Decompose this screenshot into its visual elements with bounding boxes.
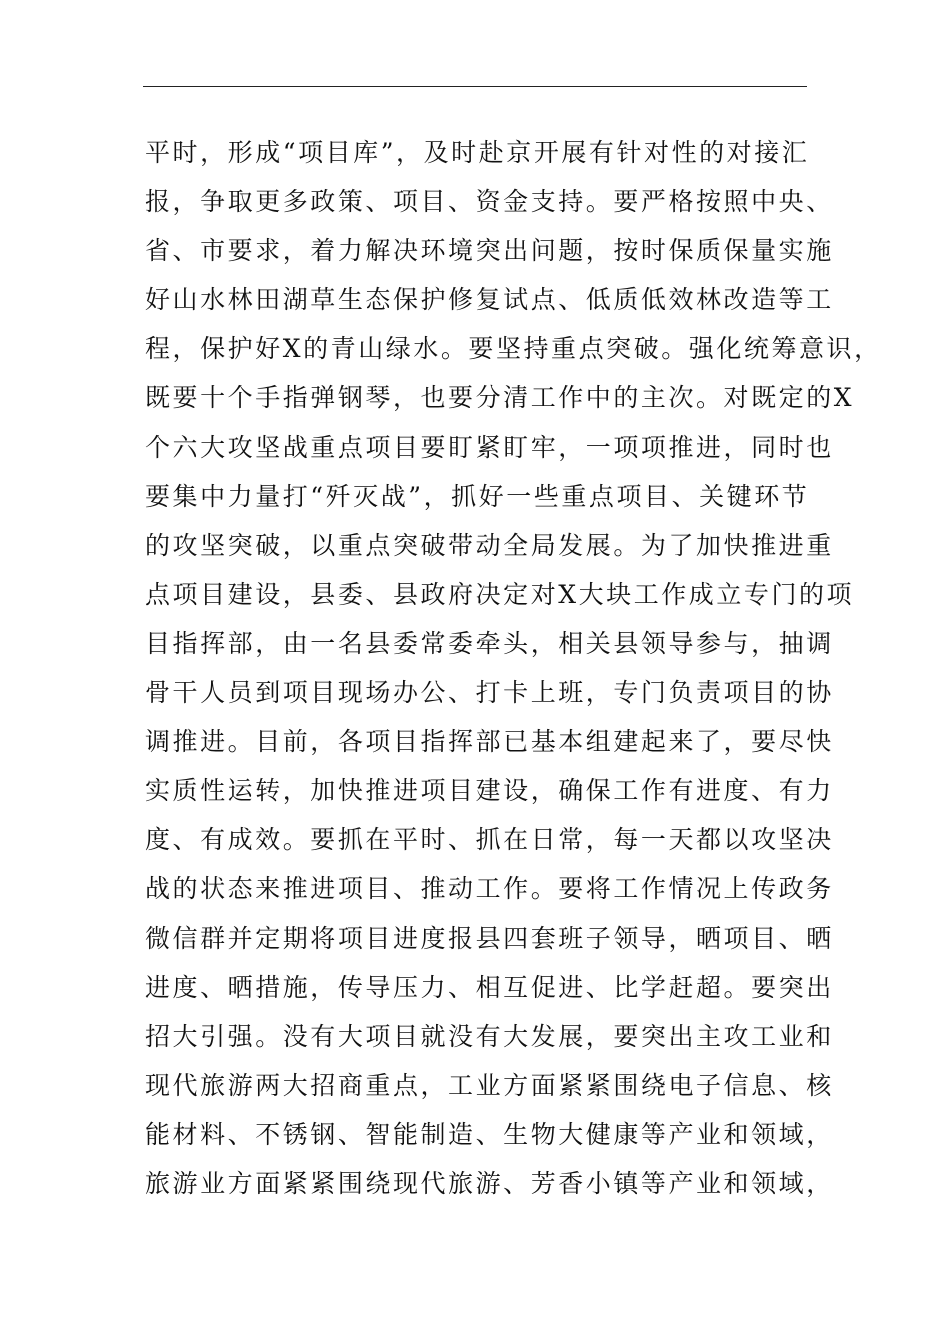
text-line: 个六大攻坚战重点项目要盯紧盯牢，一项项推进，同时也 (145, 432, 834, 462)
header-rule (143, 86, 807, 87)
text-line: 好山水林田湖草生态保护修复试点、低质低效林改造等工 (145, 285, 834, 315)
text-line: 平时，形成“项目库”，及时赴京开展有针对性的对接汇 (145, 138, 810, 167)
text-line: 骨干人员到项目现场办公、打卡上班，专门负责项目的协 (145, 678, 834, 708)
text-line: 报，争取更多政策、项目、资金支持。要严格按照中央、 (145, 187, 834, 217)
text-line: 点项目建设，县委、县政府决定对X大块工作成立专门的项 (145, 579, 855, 609)
document-body (145, 128, 882, 1208)
text-line: 调推进。目前，各项目指挥部已基本组建起来了，要尽快 (145, 727, 834, 757)
text-line: 要集中力量打“歼灭战”，抓好一些重点项目、关键环节 (145, 481, 810, 511)
text-line: 省、市要求，着力解决环境突出问题，按时保质保量实施 (145, 236, 834, 266)
text-line: 能材料、不锈钢、智能制造、生物大健康等产业和领域， (145, 1119, 834, 1149)
text-line: 目指挥部，由一名县委常委牵头，相关县领导参与，抽调 (145, 628, 834, 658)
text-line: 现代旅游两大招商重点，工业方面紧紧围绕电子信息、核 (145, 1070, 834, 1100)
text-line: 既要十个手指弹钢琴，也要分清工作中的主次。对既定的X (145, 383, 855, 413)
text-line: 程，保护好X的青山绿水。要坚持重点突破。强化统筹意识， (145, 334, 882, 364)
text-line: 招大引强。没有大项目就没有大发展，要突出主攻工业和 (145, 1021, 834, 1051)
text-line: 战的状态来推进项目、推动工作。要将工作情况上传政务 (145, 874, 834, 904)
text-line: 进度、晒措施，传导压力、相互促进、比学赶超。要突出 (145, 972, 834, 1002)
text-line: 微信群并定期将项目进度报县四套班子领导，晒项目、晒 (145, 923, 834, 953)
text-line: 度、有成效。要抓在平时、抓在日常，每一天都以攻坚决 (145, 825, 834, 855)
text-line: 旅游业方面紧紧围绕现代旅游、芳香小镇等产业和领域， (145, 1168, 834, 1198)
text-line: 的攻坚突破，以重点突破带动全局发展。为了加快推进重 (145, 530, 834, 560)
text-line: 实质性运转，加快推进项目建设，确保工作有进度、有力 (145, 776, 834, 806)
